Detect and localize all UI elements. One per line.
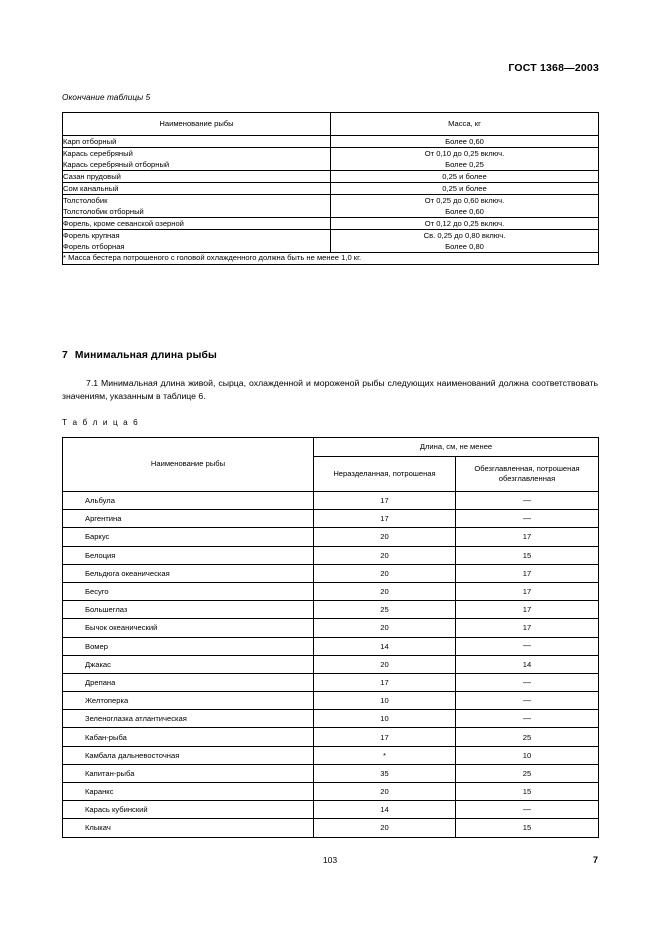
table5-cell-mass: От 0,12 до 0,25 включ.	[331, 218, 599, 230]
table6-cell-headless: —	[456, 673, 599, 691]
table-row	[63, 801, 599, 819]
table-row	[63, 692, 599, 710]
table5-head	[63, 113, 599, 136]
table5-cell-name: Форель, кроме севанской озерной	[63, 218, 331, 230]
page-footer	[62, 855, 598, 869]
table6-header-group: Длина, см, не менее	[314, 438, 599, 457]
table5-header-row	[63, 113, 599, 136]
table6-head	[63, 438, 599, 492]
table-row	[63, 728, 599, 746]
table6-cell-name: Аргентина	[63, 510, 314, 528]
table-row	[63, 546, 599, 564]
table5-cell-name: Карп отборный	[63, 136, 331, 148]
table6-cell-ungutted: 20	[314, 546, 456, 564]
table6-caption: Т а б л и ц а 6	[62, 418, 140, 427]
table6-cell-ungutted: 17	[314, 492, 456, 510]
table-row	[63, 819, 599, 837]
table6-cell-name: Каранкс	[63, 783, 314, 801]
table6-cell-name: Большеглаз	[63, 601, 314, 619]
table6-cell-name: Альбула	[63, 492, 314, 510]
table-6	[62, 437, 599, 838]
table5-cell-name: Форель крупная Форель отборная	[63, 230, 331, 253]
table6-cell-headless: 17	[456, 619, 599, 637]
table6-cell-name: Клыкач	[63, 819, 314, 837]
table6-cell-ungutted: 20	[314, 582, 456, 600]
table5-footnote-row	[63, 253, 599, 265]
table6-cell-name: Вомер	[63, 637, 314, 655]
table6-cell-ungutted: 14	[314, 637, 456, 655]
table-row	[63, 492, 599, 510]
table6-cell-ungutted: 20	[314, 819, 456, 837]
table5-header-mass: Масса, кг	[331, 113, 599, 136]
table6-header-name: Наименование рыбы	[63, 438, 314, 492]
table6-cell-headless: —	[456, 637, 599, 655]
table6-cell-ungutted: 17	[314, 673, 456, 691]
table6-cell-name: Кабан-рыба	[63, 728, 314, 746]
table5-header-name: Наименование рыбы	[63, 113, 331, 136]
table5-cell-mass: От 0,10 до 0,25 включ. Более 0,25	[331, 148, 599, 171]
section-7-heading	[62, 350, 217, 361]
table-row	[63, 655, 599, 673]
table6-cell-headless: —	[456, 801, 599, 819]
table-5	[62, 112, 599, 265]
table6-cell-name: Капитан-рыба	[63, 764, 314, 782]
table6-cell-headless: —	[456, 692, 599, 710]
table6-cell-name: Бесуго	[63, 582, 314, 600]
table6-cell-headless: 15	[456, 819, 599, 837]
table-row	[63, 528, 599, 546]
table6-cell-ungutted: 20	[314, 655, 456, 673]
table6-cell-ungutted: 35	[314, 764, 456, 782]
table-row	[63, 183, 599, 195]
table6-header-ungutted: Неразделанная, потрошеная	[314, 457, 456, 492]
table5-body	[63, 136, 599, 265]
table6-cell-headless: —	[456, 510, 599, 528]
table6-cell-ungutted: 10	[314, 710, 456, 728]
table6-cell-ungutted: 14	[314, 801, 456, 819]
table-row	[63, 230, 599, 253]
table-row	[63, 148, 599, 171]
table6-cell-headless: 14	[456, 655, 599, 673]
table-row	[63, 136, 599, 148]
table6-cell-headless: 15	[456, 546, 599, 564]
table6-cell-name: Джакас	[63, 655, 314, 673]
table5-cell-mass: Более 0,60	[331, 136, 599, 148]
table-row	[63, 601, 599, 619]
table6-cell-ungutted: 20	[314, 783, 456, 801]
table-row	[63, 673, 599, 691]
running-header: ГОСТ 1368—2003	[508, 62, 599, 74]
table6-cell-ungutted: 20	[314, 619, 456, 637]
table-row	[63, 195, 599, 218]
table6-cell-ungutted: 17	[314, 728, 456, 746]
table6-cell-name: Белоция	[63, 546, 314, 564]
table5-cell-mass: От 0,25 до 0,60 включ. Более 0,60	[331, 195, 599, 218]
table-row	[63, 564, 599, 582]
table6-header-row-1	[63, 438, 599, 457]
table6-cell-headless: —	[456, 492, 599, 510]
table6-cell-headless: 25	[456, 764, 599, 782]
table6-cell-ungutted: *	[314, 746, 456, 764]
table-row	[63, 764, 599, 782]
table5-cell-mass: Св. 0,25 до 0,80 включ. Более 0,80	[331, 230, 599, 253]
paragraph-7-1: 7.1 Минимальная длина живой, сырца, охлажденной и мороженой рыбы следующих наименований должна соответствовать значениям, указанным в таблице 6.	[62, 378, 598, 402]
table6-body	[63, 492, 599, 838]
table6-cell-ungutted: 20	[314, 528, 456, 546]
table5-footnote: * Масса бестера потрошеного с головой охлажденного должна быть не менее 1,0 кг.	[63, 253, 599, 265]
table6-cell-ungutted: 17	[314, 510, 456, 528]
table6-cell-headless: 17	[456, 528, 599, 546]
table6-cell-name: Камбала дальневосточная	[63, 746, 314, 764]
table-row	[63, 510, 599, 528]
table5-cell-mass: 0,25 и более	[331, 183, 599, 195]
table6-cell-headless: —	[456, 710, 599, 728]
table-row	[63, 710, 599, 728]
table6-cell-headless: 25	[456, 728, 599, 746]
table-row	[63, 619, 599, 637]
table6-cell-name: Баркус	[63, 528, 314, 546]
table6-cell-name: Бельдюга океаническая	[63, 564, 314, 582]
table6-header-headless: Обезглавленная, потрошеная обезглавленная	[456, 457, 599, 492]
table6-cell-name: Желтоперка	[63, 692, 314, 710]
table6-cell-headless: 15	[456, 783, 599, 801]
table5-cell-name: Сом канальный	[63, 183, 331, 195]
table6-cell-headless: 17	[456, 564, 599, 582]
table6-cell-name: Дрепана	[63, 673, 314, 691]
table5-cell-name: Карась серебряный Карась серебряный отборный	[63, 148, 331, 171]
table6-cell-headless: 17	[456, 601, 599, 619]
table-row	[63, 637, 599, 655]
page-number-right: 7	[592, 855, 598, 865]
table6-cell-ungutted: 25	[314, 601, 456, 619]
table5-cell-mass: 0,25 и более	[331, 171, 599, 183]
table-row	[63, 218, 599, 230]
table6-cell-name: Зеленоглазка атлантическая	[63, 710, 314, 728]
page-number-center: 103	[322, 855, 338, 865]
table-row	[63, 783, 599, 801]
section-7-number: 7	[62, 350, 68, 361]
table-row	[63, 171, 599, 183]
table6-cell-ungutted: 20	[314, 564, 456, 582]
table6-cell-headless: 17	[456, 582, 599, 600]
table6-cell-headless: 10	[456, 746, 599, 764]
table-row	[63, 582, 599, 600]
table5-caption: Окончание таблицы 5	[62, 93, 151, 102]
table5-cell-name: Толстолобик Толстолобик отборный	[63, 195, 331, 218]
table6-cell-ungutted: 10	[314, 692, 456, 710]
table6-cell-name: Карась кубинский	[63, 801, 314, 819]
table5-cell-name: Сазан прудовый	[63, 171, 331, 183]
section-7-title: Минимальная длина рыбы	[74, 350, 217, 361]
table-row	[63, 746, 599, 764]
table6-cell-name: Бычок океанический	[63, 619, 314, 637]
